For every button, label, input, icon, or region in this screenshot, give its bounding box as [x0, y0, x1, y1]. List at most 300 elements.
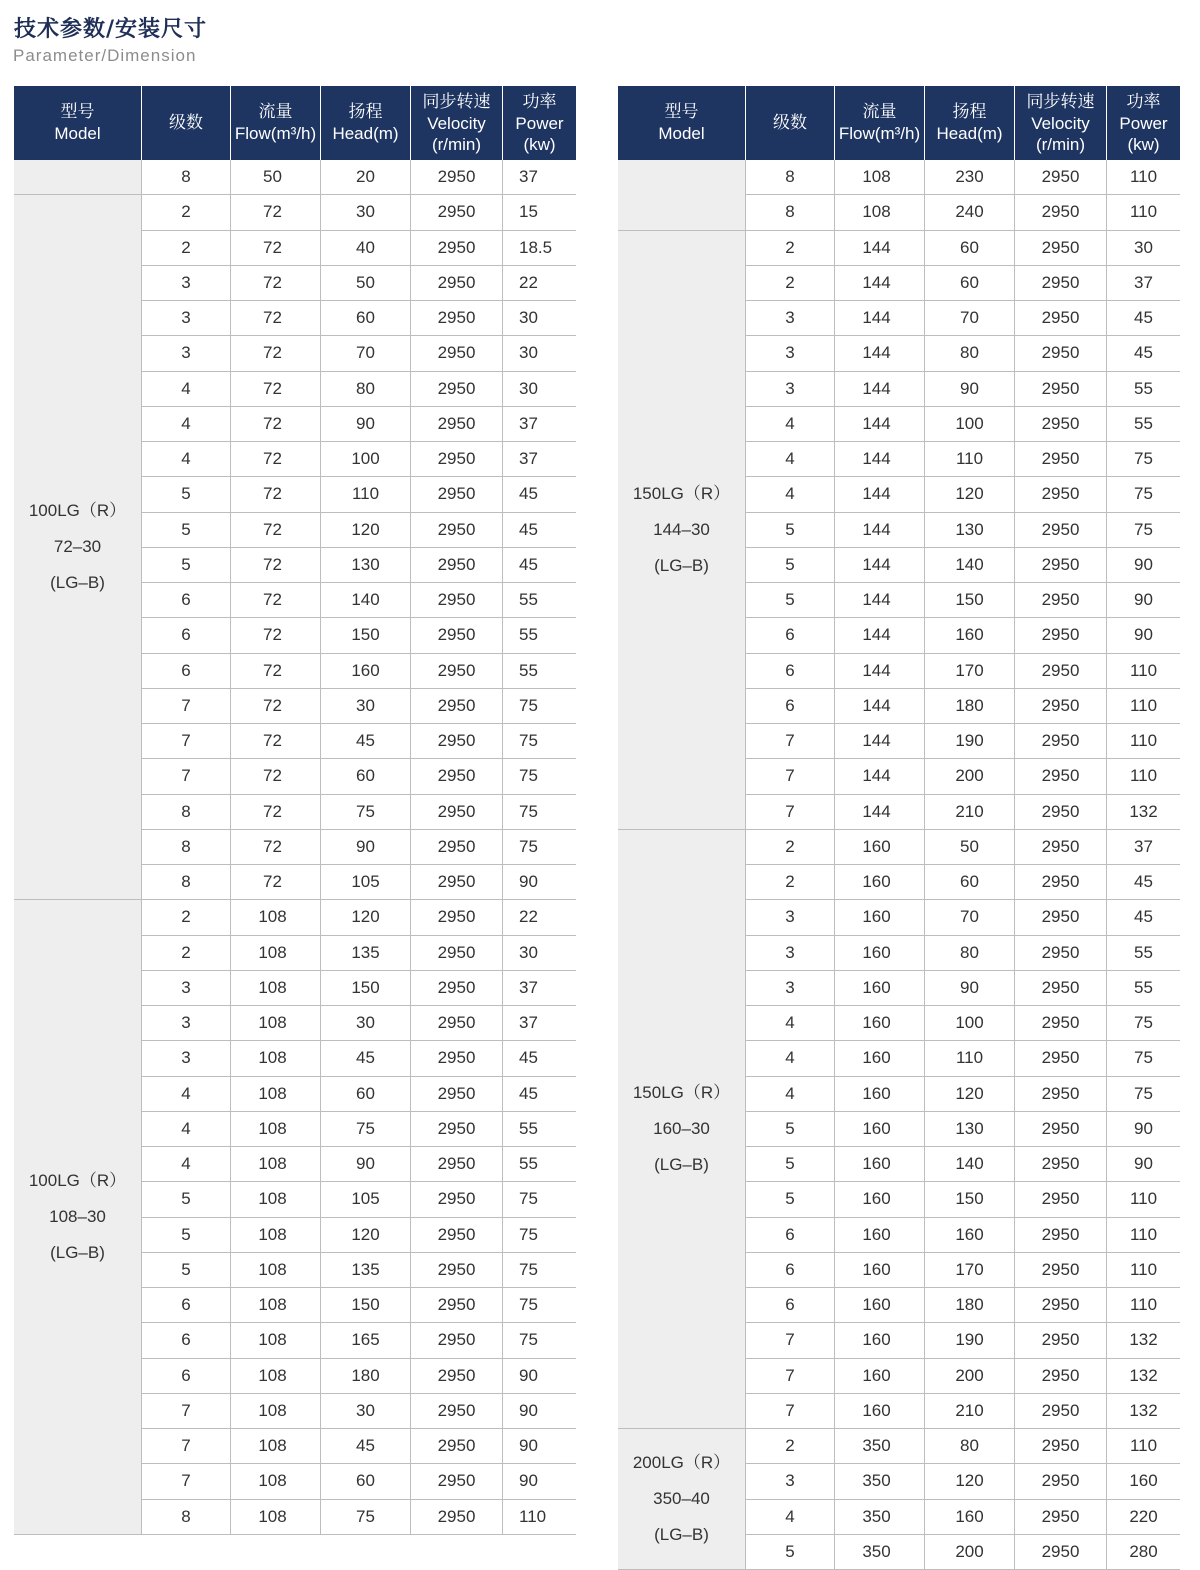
stages-cell: 7 [142, 759, 231, 793]
flow-cell: 108 [231, 1429, 321, 1463]
stages-cell: 7 [142, 1429, 231, 1463]
head-cell: 70 [925, 900, 1015, 934]
table-row [142, 1253, 576, 1288]
flow-cell: 144 [835, 548, 925, 582]
header-flow-en: Flow(m³/h) [234, 124, 317, 143]
header-speed-zh: 同步转速 [422, 91, 491, 112]
table-row [142, 795, 576, 830]
model-cell [14, 900, 141, 1535]
table-row [746, 1288, 1180, 1323]
speed-cell: 2950 [1015, 1253, 1107, 1287]
header-power-unit: (kw) [523, 134, 556, 154]
power-cell: 30 [519, 942, 538, 962]
header-model-en: Model [658, 124, 705, 143]
model-cell [618, 830, 745, 1429]
speed-cell: 2950 [1015, 1147, 1107, 1181]
flow-cell: 160 [835, 936, 925, 970]
head-cell: 160 [925, 618, 1015, 652]
speed-cell: 2950 [1015, 1218, 1107, 1252]
stages-cell: 8 [142, 865, 231, 899]
stages-cell: 6 [746, 1218, 835, 1252]
stages-cell: 3 [142, 266, 231, 300]
speed-cell: 2950 [1015, 160, 1107, 194]
head-cell: 75 [321, 1500, 411, 1534]
table-row [142, 1323, 576, 1358]
table-row [746, 1182, 1180, 1217]
stages-cell: 4 [746, 407, 835, 441]
flow-cell: 72 [231, 231, 321, 265]
head-cell: 60 [925, 865, 1015, 899]
speed-cell: 2950 [411, 654, 503, 688]
stages-cell: 3 [746, 900, 835, 934]
flow-cell: 108 [231, 936, 321, 970]
flow-cell: 160 [835, 830, 925, 864]
power-cell: 55 [519, 1154, 538, 1174]
power-cell: 75 [1134, 1083, 1153, 1103]
power-cell: 55 [1134, 378, 1153, 398]
flow-cell: 108 [231, 900, 321, 934]
power-cell: 30 [1134, 237, 1153, 257]
table-row [142, 336, 576, 371]
stages-cell: 8 [142, 1500, 231, 1534]
power-cell: 37 [519, 977, 538, 997]
stages-cell: 5 [746, 548, 835, 582]
table-row [746, 618, 1180, 653]
speed-cell: 2950 [411, 195, 503, 229]
stages-cell: 5 [142, 1253, 231, 1287]
speed-cell: 2950 [1015, 301, 1107, 335]
power-cell: 75 [519, 731, 538, 751]
speed-cell: 2950 [411, 301, 503, 335]
flow-cell: 160 [835, 1394, 925, 1428]
power-cell: 45 [1134, 872, 1153, 892]
table-row [746, 1500, 1180, 1535]
flow-cell: 72 [231, 442, 321, 476]
stages-cell: 4 [746, 1041, 835, 1075]
power-cell: 30 [519, 378, 538, 398]
stages-cell: 5 [746, 1182, 835, 1216]
header-head-zh: 扬程 [348, 102, 383, 122]
head-cell: 135 [321, 1253, 411, 1287]
head-cell: 45 [321, 1041, 411, 1075]
table-row [746, 513, 1180, 548]
power-cell: 75 [519, 1224, 538, 1244]
power-cell: 37 [519, 413, 538, 433]
flow-cell: 108 [231, 1323, 321, 1357]
flow-cell: 72 [231, 830, 321, 864]
speed-cell: 2950 [411, 1500, 503, 1534]
flow-cell: 144 [835, 231, 925, 265]
header-speed-unit: (r/min) [431, 134, 482, 154]
model-label-line: (LG–B) [50, 573, 105, 593]
speed-cell: 2950 [411, 442, 503, 476]
flow-cell: 144 [835, 618, 925, 652]
stages-cell: 6 [746, 689, 835, 723]
power-cell: 90 [1134, 1154, 1153, 1174]
power-cell: 75 [519, 766, 538, 786]
stages-cell: 8 [142, 830, 231, 864]
table-row [142, 160, 576, 195]
header-power [1107, 86, 1180, 160]
header-speed-zh: 同步转速 [1026, 91, 1095, 112]
speed-cell: 2950 [411, 372, 503, 406]
head-cell: 75 [321, 795, 411, 829]
power-cell: 110 [1129, 731, 1158, 751]
flow-cell: 108 [231, 971, 321, 1005]
flow-cell: 144 [835, 689, 925, 723]
speed-cell: 2950 [1015, 583, 1107, 617]
head-cell: 100 [925, 1006, 1015, 1040]
stages-cell: 5 [142, 513, 231, 547]
header-stages-zh: 级数 [169, 112, 203, 133]
head-cell: 120 [321, 513, 411, 547]
page-title: 技术参数/安装尺寸 [14, 17, 208, 42]
header-head-en: Head(m) [332, 124, 399, 143]
stages-cell: 4 [142, 1112, 231, 1146]
speed-cell: 2950 [411, 1147, 503, 1181]
flow-cell: 108 [231, 1394, 321, 1428]
stages-cell: 3 [142, 1006, 231, 1040]
speed-cell: 2950 [1015, 1006, 1107, 1040]
table-row [746, 195, 1180, 230]
stages-cell: 4 [142, 1147, 231, 1181]
table-row [142, 195, 576, 230]
head-cell: 45 [321, 724, 411, 758]
table-row [142, 971, 576, 1006]
flow-cell: 144 [835, 795, 925, 829]
flow-cell: 144 [835, 724, 925, 758]
speed-cell: 2950 [411, 336, 503, 370]
flow-cell: 72 [231, 266, 321, 300]
power-cell: 75 [519, 695, 538, 715]
head-cell: 60 [321, 1077, 411, 1111]
head-cell: 30 [321, 1006, 411, 1040]
table-row [142, 1394, 576, 1429]
model-label-line: 144–30 [653, 519, 710, 539]
stages-cell: 6 [746, 654, 835, 688]
power-cell: 110 [1129, 1436, 1158, 1456]
flow-cell: 144 [835, 654, 925, 688]
table-row [746, 759, 1180, 794]
header-speed-unit: (r/min) [1035, 134, 1086, 154]
head-cell: 20 [321, 160, 411, 194]
flow-cell: 350 [835, 1429, 925, 1463]
speed-cell: 2950 [411, 689, 503, 723]
stages-cell: 6 [142, 654, 231, 688]
power-cell: 45 [519, 484, 538, 504]
power-cell: 110 [1129, 1189, 1158, 1209]
stages-cell: 7 [746, 1323, 835, 1357]
flow-cell: 72 [231, 372, 321, 406]
page-subtitle: Parameter/Dimension [13, 46, 197, 65]
table-row [746, 442, 1180, 477]
table-row [142, 266, 576, 301]
flow-cell: 160 [835, 1323, 925, 1357]
table-body [618, 160, 1180, 1570]
speed-cell: 2950 [411, 1253, 503, 1287]
speed-cell: 2950 [1015, 1535, 1107, 1569]
speed-cell: 2950 [411, 1288, 503, 1322]
power-cell: 110 [1129, 660, 1158, 680]
flow-cell: 160 [835, 1006, 925, 1040]
speed-cell: 2950 [411, 1323, 503, 1357]
head-cell: 160 [925, 1218, 1015, 1252]
stages-cell: 2 [142, 900, 231, 934]
power-cell: 110 [1129, 695, 1158, 715]
head-cell: 150 [925, 1182, 1015, 1216]
stages-cell: 2 [746, 266, 835, 300]
speed-cell: 2950 [411, 231, 503, 265]
table-row [142, 442, 576, 477]
header-model [14, 86, 142, 160]
power-cell: 22 [519, 272, 538, 292]
speed-cell: 2950 [411, 513, 503, 547]
speed-cell: 2950 [411, 407, 503, 441]
speed-cell: 2950 [1015, 1112, 1107, 1146]
stages-cell: 4 [746, 1500, 835, 1534]
table-row [142, 1182, 576, 1217]
flow-cell: 72 [231, 759, 321, 793]
speed-cell: 2950 [1015, 513, 1107, 547]
head-cell: 70 [321, 336, 411, 370]
flow-cell: 350 [835, 1464, 925, 1498]
table-row [142, 231, 576, 266]
flow-cell: 160 [835, 1288, 925, 1322]
model-label-line: 200LG（R） [632, 1453, 731, 1472]
stages-cell: 5 [142, 1218, 231, 1252]
stages-cell: 2 [746, 231, 835, 265]
power-cell: 90 [519, 1400, 538, 1420]
table-row [142, 1147, 576, 1182]
power-cell: 30 [519, 343, 538, 363]
table-row [142, 1041, 576, 1076]
flow-cell: 160 [835, 900, 925, 934]
flow-cell: 160 [835, 1182, 925, 1216]
flow-cell: 160 [835, 1147, 925, 1181]
header-model-zh: 型号 [60, 102, 95, 122]
power-cell: 90 [519, 872, 538, 892]
flow-cell: 72 [231, 513, 321, 547]
speed-cell: 2950 [411, 830, 503, 864]
speed-cell: 2950 [1015, 724, 1107, 758]
table-row [746, 372, 1180, 407]
table-row [142, 301, 576, 336]
model-label-line: 150LG（R） [632, 483, 731, 503]
power-cell: 90 [1134, 590, 1153, 610]
power-cell: 45 [1134, 907, 1153, 927]
speed-cell: 2950 [411, 1359, 503, 1393]
header-head [321, 86, 411, 160]
stages-cell: 5 [746, 1535, 835, 1569]
head-cell: 60 [925, 266, 1015, 300]
table-row [746, 830, 1180, 865]
flow-cell: 160 [835, 865, 925, 899]
stages-cell: 7 [142, 689, 231, 723]
model-label-line: 72–30 [53, 537, 102, 557]
speed-cell: 2950 [1015, 1500, 1107, 1534]
head-cell: 100 [321, 442, 411, 476]
power-cell: 15 [519, 202, 538, 222]
flow-cell: 144 [835, 301, 925, 335]
table-row [142, 654, 576, 689]
stages-cell: 6 [142, 618, 231, 652]
stages-cell: 8 [746, 160, 835, 194]
speed-cell: 2950 [1015, 336, 1107, 370]
table-row [746, 1218, 1180, 1253]
flow-cell: 108 [231, 1112, 321, 1146]
stages-cell: 3 [142, 336, 231, 370]
power-cell: 30 [519, 308, 538, 328]
table-row [142, 1006, 576, 1041]
head-cell: 200 [925, 759, 1015, 793]
table-row [142, 618, 576, 653]
flow-cell: 72 [231, 336, 321, 370]
flow-cell: 108 [231, 1359, 321, 1393]
table-row [746, 724, 1180, 759]
speed-cell: 2950 [1015, 795, 1107, 829]
flow-cell: 160 [835, 1253, 925, 1287]
flow-cell: 144 [835, 336, 925, 370]
stages-cell: 6 [746, 1288, 835, 1322]
flow-cell: 72 [231, 195, 321, 229]
header-speed-en: Velocity [1031, 113, 1090, 133]
speed-cell: 2950 [1015, 1359, 1107, 1393]
head-cell: 75 [321, 1112, 411, 1146]
speed-cell: 2950 [1015, 865, 1107, 899]
model-cell [618, 231, 745, 830]
power-cell: 55 [1134, 413, 1153, 433]
table-row [746, 583, 1180, 618]
flow-cell: 160 [835, 1077, 925, 1111]
model-cell [14, 195, 141, 900]
table-row [142, 759, 576, 794]
power-cell: 75 [1134, 1013, 1153, 1033]
flow-cell: 108 [231, 1182, 321, 1216]
stages-cell: 3 [746, 372, 835, 406]
model-cell [618, 1429, 745, 1570]
head-cell: 90 [321, 1147, 411, 1181]
header-power-en: Power [515, 113, 564, 133]
power-cell: 280 [1129, 1541, 1158, 1561]
head-cell: 180 [925, 1288, 1015, 1322]
flow-cell: 160 [835, 971, 925, 1005]
head-cell: 210 [925, 1394, 1015, 1428]
head-cell: 230 [925, 160, 1015, 194]
flow-cell: 72 [231, 618, 321, 652]
speed-cell: 2950 [411, 1464, 503, 1498]
head-cell: 140 [321, 583, 411, 617]
power-cell: 45 [1134, 308, 1153, 328]
table-row [142, 372, 576, 407]
flow-cell: 72 [231, 583, 321, 617]
table-row [746, 1323, 1180, 1358]
power-cell: 75 [1134, 449, 1153, 469]
head-cell: 50 [925, 830, 1015, 864]
table-header [14, 86, 576, 160]
flow-cell: 108 [835, 160, 925, 194]
flow-cell: 50 [231, 160, 321, 194]
table-body [14, 160, 576, 1535]
head-cell: 190 [925, 724, 1015, 758]
head-cell: 110 [925, 1041, 1015, 1075]
head-cell: 90 [925, 372, 1015, 406]
model-label-line: 108–30 [49, 1207, 106, 1226]
power-cell: 90 [519, 1436, 538, 1456]
stages-cell: 5 [746, 583, 835, 617]
speed-cell: 2950 [411, 971, 503, 1005]
power-cell: 18.5 [519, 237, 553, 257]
speed-cell: 2950 [411, 865, 503, 899]
flow-cell: 144 [835, 266, 925, 300]
stages-cell: 2 [142, 231, 231, 265]
speed-cell: 2950 [411, 900, 503, 934]
stages-cell: 6 [746, 1253, 835, 1287]
power-cell: 220 [1129, 1506, 1158, 1526]
head-cell: 30 [321, 689, 411, 723]
speed-cell: 2950 [1015, 759, 1107, 793]
table-row [142, 900, 576, 935]
table-row [746, 900, 1180, 935]
stages-cell: 4 [746, 1006, 835, 1040]
power-cell: 110 [1129, 1259, 1158, 1279]
stages-cell: 3 [746, 336, 835, 370]
head-cell: 110 [321, 477, 411, 511]
header-power-unit: (kw) [1127, 134, 1160, 154]
head-cell: 150 [321, 1288, 411, 1322]
power-cell: 45 [519, 1048, 538, 1068]
power-cell: 55 [519, 590, 538, 610]
flow-cell: 108 [231, 1041, 321, 1075]
speed-cell: 2950 [411, 160, 503, 194]
table-row [746, 301, 1180, 336]
head-cell: 150 [321, 618, 411, 652]
speed-cell: 2950 [1015, 1394, 1107, 1428]
stages-cell: 6 [746, 618, 835, 652]
table-row [142, 865, 576, 900]
power-cell: 45 [1134, 343, 1153, 363]
speed-cell: 2950 [1015, 1429, 1107, 1463]
head-cell: 100 [925, 407, 1015, 441]
flow-cell: 108 [231, 1500, 321, 1534]
table-row [142, 548, 576, 583]
power-cell: 132 [1129, 1365, 1158, 1385]
model-label-line: 350–40 [653, 1489, 710, 1508]
stages-cell: 3 [142, 971, 231, 1005]
flow-cell: 144 [835, 759, 925, 793]
table-row [746, 936, 1180, 971]
head-cell: 60 [925, 231, 1015, 265]
stages-cell: 4 [142, 1077, 231, 1111]
stages-cell: 7 [746, 1359, 835, 1393]
stages-cell: 5 [142, 548, 231, 582]
head-cell: 45 [321, 1429, 411, 1463]
speed-cell: 2950 [1015, 1077, 1107, 1111]
head-cell: 60 [321, 759, 411, 793]
power-cell: 132 [1129, 1400, 1158, 1420]
speed-cell: 2950 [1015, 477, 1107, 511]
head-cell: 30 [321, 195, 411, 229]
model-cell [14, 160, 141, 195]
stages-cell: 7 [746, 1394, 835, 1428]
head-cell: 210 [925, 795, 1015, 829]
table-row [746, 477, 1180, 512]
head-cell: 120 [321, 1218, 411, 1252]
stages-cell: 4 [746, 477, 835, 511]
head-cell: 90 [925, 971, 1015, 1005]
table-row [746, 266, 1180, 301]
power-cell: 90 [1134, 1118, 1153, 1138]
stages-cell: 7 [142, 1394, 231, 1428]
